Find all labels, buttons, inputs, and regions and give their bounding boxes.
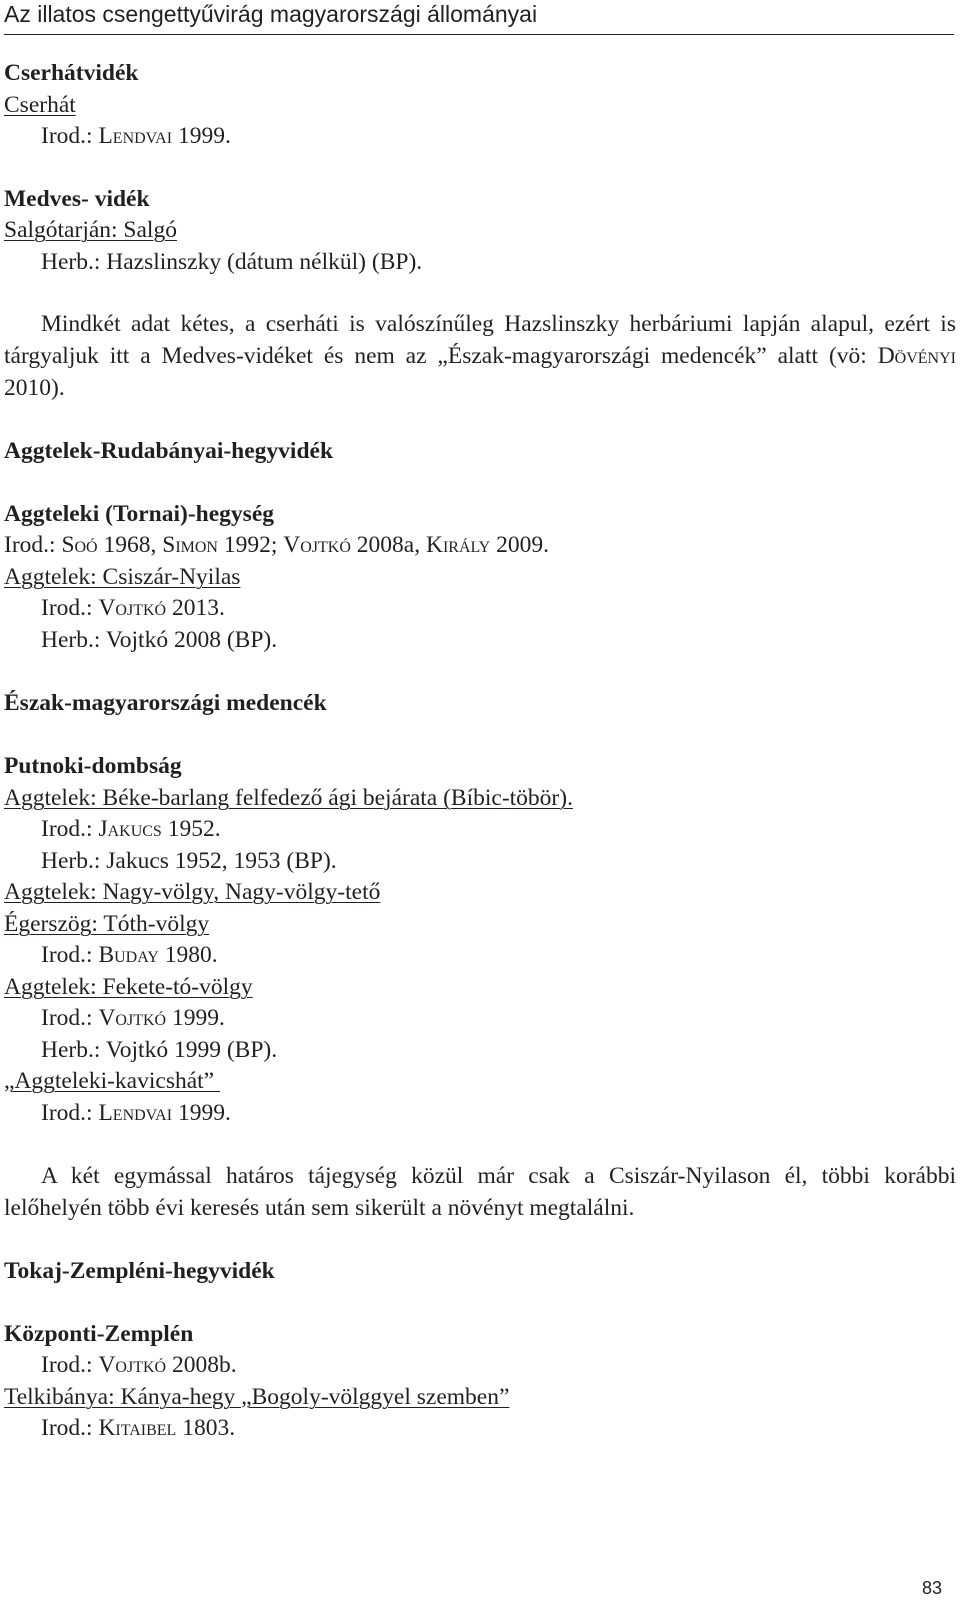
locality: Égerszög: Tóth-völgy	[4, 911, 210, 937]
locality: Aggtelek: Csiszár-Nyilas	[4, 564, 241, 590]
locality: Telkibánya: Kánya-hegy „Bogoly-völggyel szemben”	[4, 1384, 510, 1410]
author-name: Dövényi	[877, 343, 956, 369]
locality: „Aggteleki-kavicshát”	[4, 1068, 220, 1094]
author-name: Lendvai	[98, 123, 173, 149]
literature-line: Irod.: Vojtkó 2013.	[41, 595, 225, 621]
locality: Aggtelek: Fekete-tó-völgy	[4, 974, 253, 1000]
literature-line: Irod.: Vojtkó 2008b.	[41, 1352, 237, 1378]
herbarium-line: Herb.: Vojtkó 1999 (BP).	[41, 1037, 278, 1063]
locality: Aggtelek: Béke-barlang felfedező ági bejárata (Bíbic-töbör).	[4, 785, 573, 811]
subregion-heading: Putnoki-dombság	[4, 753, 182, 779]
literature-line: Irod.: Kitaibel 1803.	[41, 1415, 236, 1441]
herbarium-line: Herb.: Vojtkó 2008 (BP).	[41, 627, 278, 653]
region-heading: Tokaj-Zempléni-hegyvidék	[4, 1258, 275, 1284]
region-heading: Cserhátvidék	[4, 60, 139, 86]
region-heading: Észak-magyarországi medencék	[4, 690, 327, 716]
locality: Salgótarján: Salgó	[4, 217, 177, 243]
literature-line: Irod.: Lendvai 1999.	[41, 123, 231, 149]
commentary-paragraph: Mindkét adat kétes, a cserháti is valószínűleg Hazslinszky herbáriumi lapján alapul, ezért is tárgyaljuk itt a Medves-vidéket és nem az „Észak-magyarországi medencék” alatt (vö: Dövényi 2010).	[4, 311, 956, 401]
region-heading: Medves- vidék	[4, 186, 150, 212]
herbarium-line: Herb.: Jakucs 1952, 1953 (BP).	[41, 848, 337, 874]
literature-line: Irod.: Soó 1968, Simon 1992; Vojtkó 2008a, Király 2009.	[4, 532, 549, 558]
herbarium-line: Herb.: Hazslinszky (dátum nélkül) (BP).	[41, 249, 423, 275]
literature-line: Irod.: Vojtkó 1999.	[41, 1005, 225, 1031]
running-header	[4, 0, 954, 35]
page-number: 83	[921, 1578, 942, 1598]
region-heading: Aggtelek-Rudabányai-hegyvidék	[4, 438, 334, 464]
locality: Cserhát	[4, 92, 76, 118]
literature-line: Irod.: Lendvai 1999.	[41, 1100, 231, 1126]
subregion-heading: Központi-Zemplén	[4, 1321, 194, 1347]
running-header-title: Az illatos csengettyűvirág magyarországi állományai	[4, 1, 538, 27]
literature-line: Irod.: Jakucs 1952.	[41, 816, 221, 842]
literature-line: Irod.: Buday 1980.	[41, 942, 218, 968]
subregion-heading: Aggteleki (Tornai)-hegység	[4, 501, 275, 527]
commentary-paragraph: A két egymással határos tájegység közül már csak a Csiszár-Nyilason él, többi korábbi lelőhelyén több évi keresés után sem sikerült a növényt megtalálni.	[4, 1163, 956, 1221]
locality: Aggtelek: Nagy-völgy, Nagy-völgy-tető	[4, 879, 381, 905]
